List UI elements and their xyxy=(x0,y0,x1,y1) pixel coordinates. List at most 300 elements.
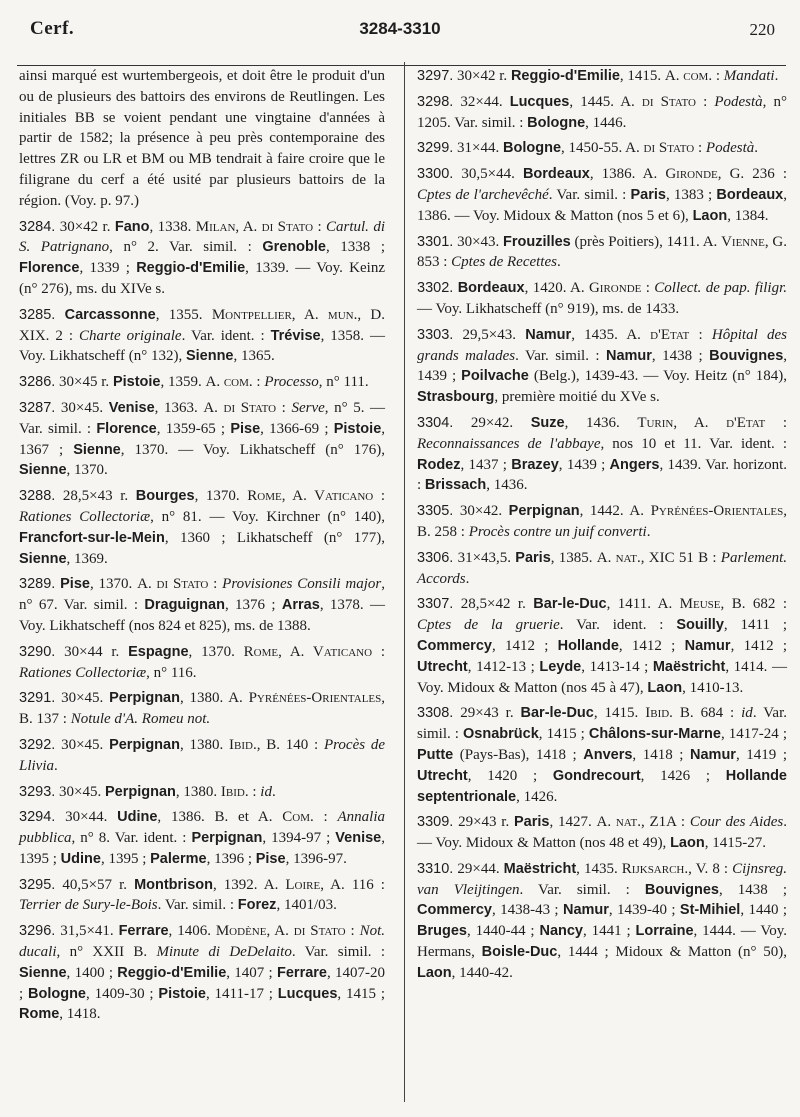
entry-text: . — Voy. Midoux & Matton (nos 48 et 49), xyxy=(417,814,788,852)
entry-text: 30×45. xyxy=(59,783,106,800)
catalogue-entry xyxy=(417,325,787,408)
entry-text: 30×45. xyxy=(61,736,110,753)
entry-text: , 1411. A. xyxy=(606,596,680,613)
entry-number: 3296. xyxy=(19,923,56,940)
entry-text: , 1418. xyxy=(59,1006,101,1023)
entry-text: , n° 116. xyxy=(146,664,197,681)
entry-text: , 1386. — Voy. Midoux & Matton (nos 5 et 6), xyxy=(417,186,787,224)
entry-text: . xyxy=(54,757,58,774)
entry-text: . xyxy=(556,254,561,271)
entry-text: . xyxy=(646,523,651,540)
entry-text: 31×44. xyxy=(457,140,504,157)
entry-text: , n° 2. Var. simil. : xyxy=(109,239,263,256)
entry-text: , 1400 ; xyxy=(66,964,118,981)
entry-text: . Var. ident. : xyxy=(181,327,271,344)
entry-number: 3309. xyxy=(417,814,454,831)
entry-text: (près Poitiers), 1411. A. xyxy=(570,233,722,250)
place-name: Sienne xyxy=(185,348,234,365)
place-name: Pise xyxy=(230,420,261,437)
entry-number: 3287. xyxy=(19,399,56,416)
entry-text: , 1438 ; xyxy=(718,881,787,898)
place-name: Bouvignes xyxy=(644,881,719,898)
entry-text: . Var. simil. : xyxy=(548,186,631,203)
place-name: Angers xyxy=(609,456,660,473)
place-name: Florence xyxy=(19,260,80,277)
entry-number: 3302. xyxy=(417,280,454,297)
entry-text: , 1338 ; xyxy=(325,239,385,256)
place-name: Sienne xyxy=(19,550,67,567)
entry-number: 3301. xyxy=(417,233,454,250)
entry-text: , 1415. xyxy=(593,705,646,722)
place-name: Laon xyxy=(417,964,452,981)
catalogue-entry xyxy=(417,548,787,590)
entry-text: , 1385. xyxy=(550,549,597,566)
entry-text: , B. 137 : xyxy=(19,690,385,728)
entry-text: , 1395 ; xyxy=(19,830,385,867)
entry-text: . Var. ident. : xyxy=(559,617,677,634)
entry-text: , première moitié du XVe s. xyxy=(494,389,660,406)
archive-source: Rijksarch. xyxy=(621,860,689,877)
entry-text: — Voy. Likhatscheff (n° 919), ms. de 1433. xyxy=(417,300,680,317)
column-divider xyxy=(404,62,405,1102)
entry-text: , 1439 ; xyxy=(417,347,788,385)
document-title: Terrier de Sury-le-Bois xyxy=(19,897,158,914)
place-name: Rome xyxy=(19,1006,60,1023)
entry-text: , 1444. — Voy. Hermans, xyxy=(417,923,787,961)
entry-text: , 1412 ; xyxy=(618,637,685,654)
place-name: Brissach xyxy=(424,477,487,494)
entry-text: . Var. simil. : xyxy=(417,705,787,743)
document-title: Cijnsreg. van Vleijtingen xyxy=(417,860,788,898)
place-name: Perpignan xyxy=(109,736,180,753)
entry-text: , 1370. xyxy=(89,576,138,593)
entry-text: , 1411-17 ; xyxy=(205,985,278,1002)
entry-text: : xyxy=(641,280,655,297)
entry-number: 3307. xyxy=(417,596,454,613)
entry-text: , 1413-14 ; xyxy=(581,658,653,675)
entry-text: , 1436. xyxy=(564,414,638,431)
document-title: Serve xyxy=(291,399,325,416)
entry-text: , 1339. — Voy. Keinz (n° 276), ms. du XIVe s. xyxy=(19,260,385,297)
place-name: Perpignan xyxy=(191,830,263,847)
catalogue-entry xyxy=(417,138,787,159)
running-head-title: Cerf. xyxy=(30,18,75,39)
entry-text: , 1370. xyxy=(66,462,108,479)
entry-text: , 1363. xyxy=(154,399,204,416)
entry-text: 30×42. xyxy=(459,503,509,520)
place-name: Namur xyxy=(684,637,731,654)
document-title: Podestà xyxy=(714,93,763,110)
entry-text: : xyxy=(765,414,788,431)
entry-text: , 1412 ; xyxy=(730,637,788,654)
place-name: Sienne xyxy=(19,462,67,479)
entry-text: , 1386. B. et A. xyxy=(157,809,283,826)
entry-number: 3310. xyxy=(417,860,454,877)
document-title: Notule d'A. Romeu not. xyxy=(70,711,211,728)
entry-text: , 1427. xyxy=(549,814,597,831)
entry-number: 3284. xyxy=(19,218,56,235)
place-name: Osnabrück xyxy=(463,726,539,743)
entry-number: 3291. xyxy=(19,690,56,707)
place-name: Lucques xyxy=(509,93,570,110)
entry-text: 29×43 r. xyxy=(458,814,514,831)
entry-text: , 1415-27. xyxy=(704,835,766,852)
entry-text: , n° 111. xyxy=(318,374,369,391)
entry-text: : xyxy=(313,218,326,235)
entry-text: , 1418 ; xyxy=(632,746,691,763)
catalogue-entry xyxy=(19,372,385,393)
place-name: Namur xyxy=(525,326,572,343)
entry-number: 3308. xyxy=(417,705,454,722)
entry-text: , 1445. A. xyxy=(569,93,642,110)
place-name: Bar-le-Duc xyxy=(520,705,594,722)
document-title: Hôpital des grands malades xyxy=(417,326,787,364)
entry-text: , 1409-30 ; xyxy=(86,985,159,1002)
archive-source: Ibid. xyxy=(229,736,257,753)
entry-number: 3300. xyxy=(417,166,454,183)
entry-text: , 1442. A. xyxy=(579,503,651,520)
entry-text: : xyxy=(695,93,715,110)
entry-text: . Var. simil. : xyxy=(515,347,606,364)
entry-text: , 1439 ; xyxy=(558,456,610,473)
catalogue-entry xyxy=(417,66,787,87)
entry-text: , 1441 ; xyxy=(583,923,636,940)
entry-text: 30,5×44. xyxy=(461,166,523,183)
entry-text: , 1406. xyxy=(168,923,216,940)
entry-text: , 1420. A. xyxy=(524,280,589,297)
place-name: Fano xyxy=(114,218,150,235)
entry-text: , 1401/03. xyxy=(276,897,337,914)
entry-text: 30×45. xyxy=(60,399,109,416)
catalogue-entry xyxy=(417,703,787,807)
document-title: Minute di DeDelaito xyxy=(156,944,292,961)
entry-text: , 1355. xyxy=(155,306,212,323)
place-name: Venise xyxy=(335,830,382,847)
archive-source: d'Etat xyxy=(650,326,690,343)
place-name: Reggio-d'Emilie xyxy=(117,964,227,981)
place-name: Draguignan xyxy=(144,597,225,614)
document-title: id xyxy=(741,705,753,722)
place-name: Laon xyxy=(692,207,728,224)
catalogue-entry xyxy=(417,501,787,543)
entry-text: : xyxy=(208,576,223,593)
entry-text: , nos 10 et 11. Var. ident. : xyxy=(600,435,787,452)
place-name: Bourges xyxy=(135,488,195,505)
entry-text: , G. 853 : xyxy=(417,233,788,271)
page-number: 220 xyxy=(749,20,775,39)
place-name: Reggio-d'Emilie xyxy=(136,260,246,277)
document-title: Cartul. di S. Patrignano xyxy=(19,218,385,256)
entry-text: , n° 8. Var. ident. : xyxy=(71,830,192,847)
entry-text: , n° 5. — Var. simil. : xyxy=(19,399,386,437)
place-name: Commercy xyxy=(417,902,492,919)
entry-text: 31×43,5. xyxy=(457,549,516,566)
entry-text: , 1338. xyxy=(149,218,196,235)
entry-text: , 1438 ; xyxy=(651,347,710,364)
entry-text: : xyxy=(689,326,712,343)
entry-text: , 1380. xyxy=(179,736,230,753)
entry-text: . Var. simil. : xyxy=(157,897,238,914)
catalogue-entry xyxy=(19,486,385,569)
entry-text: . xyxy=(774,68,779,84)
entry-number: 3295. xyxy=(19,876,56,893)
entry-text: 31,5×41. xyxy=(60,923,119,940)
place-name: Putte xyxy=(417,746,454,763)
document-title: Mandati xyxy=(723,68,775,84)
entry-text: 30×43. xyxy=(457,233,504,250)
entry-text: , 1380. A. xyxy=(179,690,249,707)
place-name: Pise xyxy=(255,850,286,867)
place-name: Maëstricht xyxy=(652,658,726,675)
place-name: Trévise xyxy=(270,327,321,344)
place-name: Souilly xyxy=(676,617,724,634)
entry-text: : xyxy=(276,399,292,416)
entry-number: 3303. xyxy=(417,326,454,343)
catalogue-entry xyxy=(19,782,385,803)
archive-source: di Stato xyxy=(643,140,695,157)
entry-text: , A. 116 : xyxy=(320,876,385,893)
entry-text: , B. 682 : xyxy=(720,596,788,613)
place-name: Suze xyxy=(530,414,565,431)
catalogue-entry xyxy=(417,92,787,134)
document-title: Cptes de la gruerie xyxy=(417,617,560,634)
entry-text: , B. 258 : xyxy=(417,503,787,540)
place-name: Brazey xyxy=(511,456,559,473)
entry-text: , n° 67. Var. simil. : xyxy=(19,576,386,614)
archive-source: Modène, A. di Stato xyxy=(215,923,346,940)
catalogue-entry xyxy=(19,921,385,1025)
catalogue-entry xyxy=(417,278,787,320)
entry-text: , 1339 ; xyxy=(79,260,137,277)
place-name: Paris xyxy=(513,814,550,831)
catalogue-entry xyxy=(19,807,385,869)
place-name: Francfort-sur-le-Mein xyxy=(19,529,165,546)
entry-number: 3306. xyxy=(417,549,454,566)
entry-text: , 1446. xyxy=(585,114,627,131)
right-column xyxy=(417,66,787,989)
entry-text: , 1366-69 ; xyxy=(260,420,334,437)
document-title: Provisiones Consili major xyxy=(222,576,382,593)
entry-text: : xyxy=(313,809,338,826)
archive-source: Com. xyxy=(282,809,314,826)
entry-text: , 1435. A. xyxy=(571,326,651,343)
archive-source: Pyrénées-Orientales xyxy=(650,503,784,520)
entry-text: : xyxy=(373,488,386,505)
archive-source: Ibid. xyxy=(220,783,249,800)
archive-source: di Stato xyxy=(641,93,696,110)
place-name: Pistoie xyxy=(112,374,161,391)
document-title: Procès de Llivia xyxy=(19,736,385,774)
entry-number: 3290. xyxy=(19,643,56,660)
entry-text: , 1394-97 ; xyxy=(262,830,336,847)
entry-text: . xyxy=(271,783,276,800)
entry-number: 3289. xyxy=(19,576,56,593)
place-name: Ferrare xyxy=(277,964,327,981)
catalogue-entry xyxy=(417,812,787,854)
entry-text: , n° 1205. Var. simil. : xyxy=(417,93,788,131)
archive-source: Ibid. xyxy=(645,705,673,722)
catalogue-entry xyxy=(19,875,385,917)
catalogue-entry xyxy=(19,305,385,367)
entry-text: , 1370. xyxy=(188,643,244,660)
entry-text: 30×45. xyxy=(61,690,110,707)
running-head-range: 3284-3310 xyxy=(359,19,441,38)
entry-text: (Belg.), 1439-43. — Voy. Heitz (n° 184), xyxy=(528,368,787,385)
place-name: Paris xyxy=(515,549,551,566)
entry-text: , 1365. xyxy=(233,348,275,365)
entry-text: , 1376 ; xyxy=(224,597,282,614)
entry-text: : xyxy=(712,68,724,84)
catalogue-entry xyxy=(19,217,385,300)
archive-source: Rome, A. Vaticano xyxy=(243,643,373,660)
entry-text: 30×44. xyxy=(65,809,118,826)
document-title: Cptes de Recettes xyxy=(451,254,557,271)
entry-text: . Var. simil. : xyxy=(291,944,385,961)
entry-text: 29,5×43. xyxy=(462,326,526,343)
entry-text: , 1412-13 ; xyxy=(467,658,540,675)
entry-text: , 1384. xyxy=(727,207,769,224)
left-column xyxy=(19,66,385,1030)
entry-text: , 1437 ; xyxy=(460,456,512,473)
archive-source: Montpellier, A. mun. xyxy=(211,306,358,323)
document-title: Not. ducali xyxy=(19,923,386,961)
document-title: Parlement. Accords xyxy=(417,549,788,587)
place-name: Arras xyxy=(281,597,320,614)
entry-text: , D. XIX. 2 : xyxy=(19,306,385,344)
place-name: Utrecht xyxy=(417,658,468,675)
entry-text: (Pays-Bas), 1418 ; xyxy=(453,746,584,763)
place-name: Lorraine xyxy=(635,923,694,940)
place-name: Espagne xyxy=(128,643,189,660)
entry-text: 40,5×57 r. xyxy=(62,876,135,893)
place-name: Florence xyxy=(96,420,157,437)
place-name: Venise xyxy=(108,399,155,416)
catalogue-entry xyxy=(417,859,787,984)
place-name: Bar-le-Duc xyxy=(533,596,607,613)
archive-source: Milan, A. di Stato xyxy=(195,218,314,235)
entry-text: , 1380. xyxy=(175,783,221,800)
document-title: Reconnaissances de l'abbaye xyxy=(417,435,601,452)
entry-text: , 1440 ; xyxy=(740,902,787,919)
place-name: Perpignan xyxy=(109,690,180,707)
place-name: Sienne xyxy=(19,964,67,981)
entry-text: , 1386. A. xyxy=(589,166,666,183)
place-name: St-Mihiel xyxy=(679,902,741,919)
entry-text: , 1439. Var. horizont. : xyxy=(417,456,788,494)
document-title: Annalia pubblica xyxy=(19,809,386,847)
catalogue-entry xyxy=(417,164,787,226)
place-name: Bologne xyxy=(28,985,86,1002)
entry-text: , 1369. xyxy=(66,550,108,567)
entry-number: 3299. xyxy=(417,140,454,157)
catalogue-entry xyxy=(19,574,385,636)
place-name: Poilvache xyxy=(461,368,529,385)
entry-text: , 1414. — Voy. Midoux & Matton (nos 45 à 47), xyxy=(417,658,787,696)
entry-text: , 1438-43 ; xyxy=(491,902,563,919)
entry-text: 32×44. xyxy=(460,93,510,110)
entry-text: , 1358. — Voy. Likhatscheff (n° 132), xyxy=(19,327,386,365)
entry-text: , 1439-40 ; xyxy=(608,902,680,919)
place-name: Maëstricht xyxy=(503,860,577,877)
entry-text: 29×42. xyxy=(470,414,531,431)
archive-source: Meuse xyxy=(679,596,721,613)
place-name: Montbrison xyxy=(134,876,213,893)
place-name: Châlons-sur-Marne xyxy=(588,726,721,743)
entry-number: 3293. xyxy=(19,783,56,800)
place-name: Palerme xyxy=(150,850,207,867)
document-title: Rationes Collectoriæ xyxy=(19,664,147,681)
entry-text: , 1417-24 ; xyxy=(720,726,787,743)
entry-text: , 1396 ; xyxy=(206,850,256,867)
archive-source: A. nat. xyxy=(596,549,641,566)
entry-number: 3297. xyxy=(417,68,454,84)
document-title: Rationes Collectoriæ xyxy=(19,508,151,525)
entry-number: 3288. xyxy=(19,488,56,505)
place-name: Reggio-d'Emilie xyxy=(510,68,620,84)
place-name: Leyde xyxy=(539,658,582,675)
entry-text: : xyxy=(345,923,360,940)
place-name: Namur xyxy=(690,746,736,763)
entry-text: , G. 236 : xyxy=(717,166,787,183)
entry-text: . Var. simil. : xyxy=(519,881,645,898)
archive-source: A. nat. xyxy=(596,814,641,831)
archive-source: A. com. xyxy=(205,374,253,391)
place-name: Namur xyxy=(562,902,609,919)
entry-text: , 1415 ; xyxy=(538,726,589,743)
page-header xyxy=(0,18,800,48)
document-title: Cour des Aides xyxy=(689,814,784,831)
entry-text: , 1410-13. xyxy=(682,679,744,696)
entry-text: 30×42 r. xyxy=(457,68,511,84)
catalogue-entry xyxy=(19,642,385,684)
entry-text: , 1412 ; xyxy=(491,637,558,654)
place-name: Grenoble xyxy=(262,239,326,256)
entry-text: , 1370. xyxy=(194,488,248,505)
entry-text: B. 684 : xyxy=(672,705,742,722)
entry-text: 30×42 r. xyxy=(59,218,115,235)
entry-text: , 1407 ; xyxy=(226,964,277,981)
place-name: Gondrecourt xyxy=(552,767,641,784)
document-title: id xyxy=(260,783,272,800)
place-name: Laon xyxy=(647,679,683,696)
entry-text: , 1440-44 ; xyxy=(466,923,540,940)
catalogue-entry xyxy=(19,398,385,481)
entry-text: , 1426. xyxy=(516,788,558,805)
archive-source: Gironde xyxy=(588,280,642,297)
entry-text: , 1378. — Voy. Likhatscheff (nos 824 et 825), ms. de 1388. xyxy=(19,597,386,634)
catalogue-entry xyxy=(417,232,787,274)
entry-number: 3286. xyxy=(19,374,56,391)
place-name: Perpignan xyxy=(508,503,580,520)
archive-source: A. di Stato xyxy=(203,399,277,416)
entry-text: 30×45 r. xyxy=(59,374,113,391)
place-name: Frouzilles xyxy=(503,233,571,250)
place-name: Perpignan xyxy=(105,783,176,800)
document-title: Podestà xyxy=(705,140,755,157)
entry-text: : xyxy=(252,374,265,391)
entry-text: . xyxy=(465,570,470,587)
place-name: Bordeaux xyxy=(522,166,590,183)
archive-source: Rome, A. Vaticano xyxy=(247,488,374,505)
entry-text: , 1426 ; xyxy=(640,767,726,784)
archive-source: Pyrénées-Orientales xyxy=(248,690,382,707)
archive-source: A. com. xyxy=(664,68,713,84)
catalogue-entry xyxy=(417,413,787,496)
entry-number: 3292. xyxy=(19,736,56,753)
entry-text: , 1419 ; xyxy=(735,746,787,763)
place-name: Pistoie xyxy=(333,420,382,437)
place-name: Bouvignes xyxy=(709,347,784,364)
